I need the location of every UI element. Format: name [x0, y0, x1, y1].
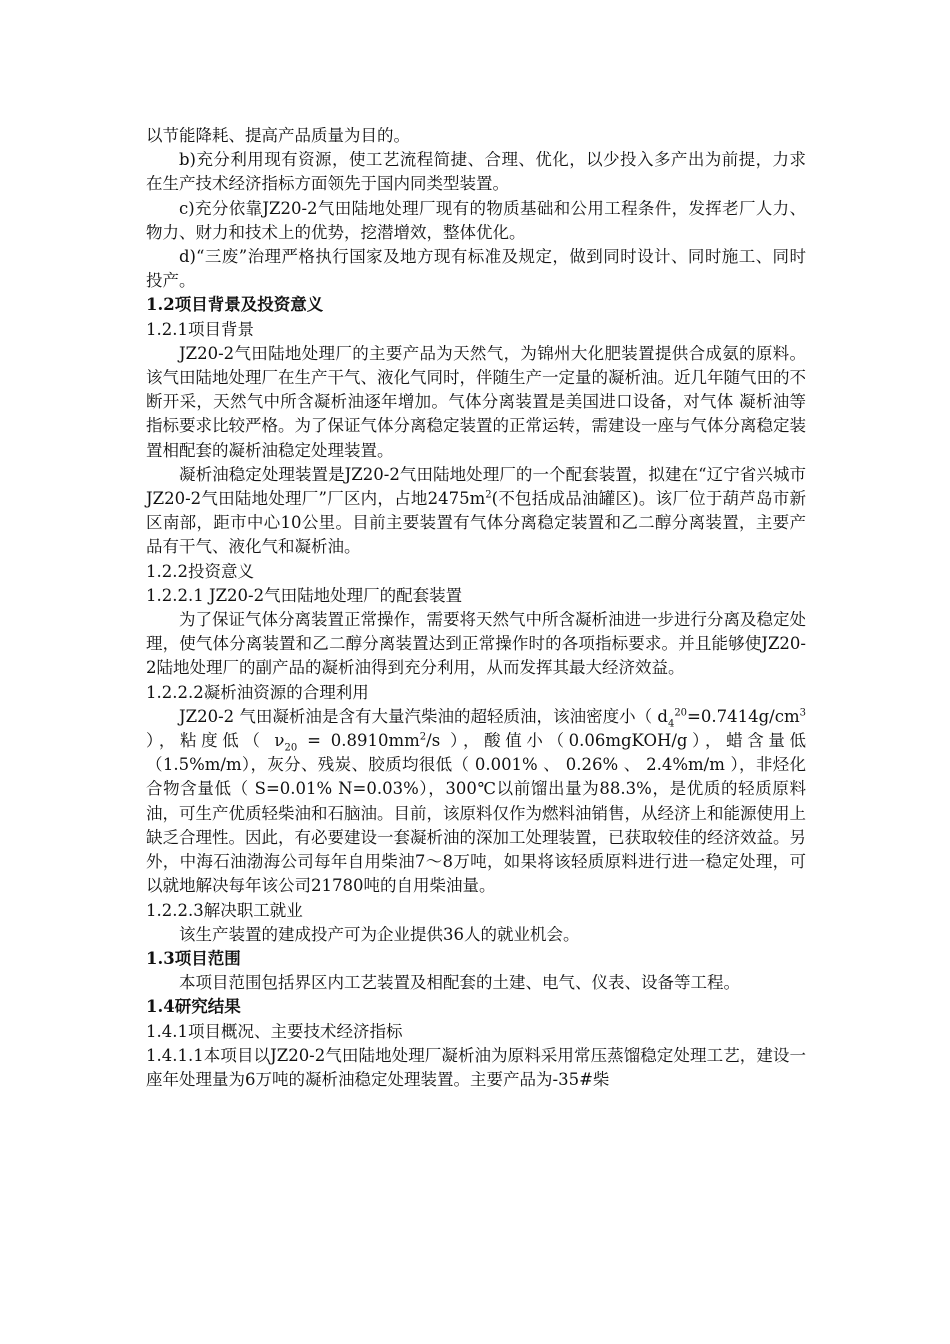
- paragraph-background: JZ20-2气田陆地处理厂的主要产品为天然气，为锦州大化肥装置提供合成氨的原料。该气田陆地处理厂在生产干气、液化气同时，伴随生产一定量的凝析油。近几年随气田的不断开采，天然气中所含凝析油逐年增加。气体分离装置是美国进口设备，对气体 凝析油等指标要求比较严格。为了保证气体分离稳定装置的正常运转，需建设一座与气体分离稳定装置相配套的凝析油稳定处理装置。: [146, 343, 806, 460]
- heading-1-2-2-2: 1.2.2.2凝析油资源的合理利用: [146, 682, 369, 702]
- density-sup: 20: [674, 707, 688, 719]
- paragraph-b: b)充分利用现有资源，使工艺流程简捷、合理、优化，以少投入多产出为前提，力求在生产技术经济指标方面领先于国内同类型装置。: [146, 150, 806, 194]
- area-unit-sup: 2: [485, 489, 492, 501]
- resource-text-c: ），粘度低（ ν: [146, 731, 285, 751]
- viscosity-sub: 20: [284, 742, 298, 754]
- paragraph-c: c)充分依靠JZ20-2气田陆地处理厂现有的物质基础和公用工程条件，发挥老厂人力、物力、财力和技术上的优势，挖潜增效，整体优化。: [146, 198, 806, 242]
- heading-1-3: 1.3项目范围: [146, 948, 241, 968]
- heading-1-4-1: 1.4.1项目概况、主要技术经济指标: [146, 1021, 403, 1041]
- heading-1-2-2-3: 1.2.2.3解决职工就业: [146, 900, 303, 920]
- paragraph-supporting: 为了保证气体分离装置正常操作，需要将天然气中所含凝析油进一步进行分离及稳定处理，使气体分离装置和乙二醇分离装置达到正常操作时的各项指标要求。并且能够使JZ20-2陆地处理厂的副产品的凝析油得到充分利用，从而发挥其最大经济效益。: [146, 610, 806, 678]
- resource-text-b: =0.7414g/cm: [687, 706, 800, 726]
- paragraph-overview: 1.4.1.1本项目以JZ20-2气田陆地处理厂凝析油为原料采用常压蒸馏稳定处理工艺，建设一座年处理量为6万吨的凝析油稳定处理装置。主要产品为-35#柴: [146, 1045, 806, 1089]
- paragraph-1: 以节能降耗、提高产品质量为目的。: [146, 126, 410, 145]
- volume-sup: 3: [799, 707, 806, 719]
- resource-text-a: JZ20-2 气田凝析油是含有大量汽柴油的超轻质油，该油密度小（ d: [179, 706, 668, 726]
- resource-text-e: /s ），酸值小（0.06mgKOH/g），蜡含量低（1.5%m/m），灰分、残炭、胶质均很低（ 0.001% 、 0.26% 、 2.4%m/m ），非烃化合物含量低（ S=0.01% N=0.03%），300℃以前馏出量为88.3%，是优质的轻质原料油，可生产优质轻柴油和石脑油。目前，该原料仅作为燃料油销售，从经济上和能源使用上缺乏合理性。因此，有必要建设一套凝析油的深加工处理装置，已获取较佳的经济效益。另外，中海石油渤海公司每年自用柴油7～8万吨，如果将该轻质原料进行进一稳定处理，可以就地解决每年该公司21780吨的自用柴油量。: [146, 731, 807, 896]
- heading-1-2-2-1: 1.2.2.1 JZ20-2气田陆地处理厂的配套装置: [146, 585, 463, 605]
- heading-1-2-1: 1.2.1项目背景: [146, 319, 254, 339]
- paragraph-d: d)“三废”治理严格执行国家及地方现有标准及规定，做到同时设计、同时施工、同时投产。: [146, 247, 806, 291]
- paragraph-scope: 本项目范围包括界区内工艺装置及相配套的土建、电气、仪表、设备等工程。: [179, 973, 740, 993]
- heading-1-4: 1.4研究结果: [146, 997, 241, 1017]
- paragraph-employment: 该生产装置的建成投产可为企业提供36人的就业机会。: [179, 924, 580, 944]
- density-sub: 4: [667, 718, 675, 730]
- paragraph-resource: [146, 705, 806, 899]
- site-text-b: (不包括成品油罐区)。该厂位于葫芦岛市新区南部，距市中心10公里。目前主要装置有气体分离稳定装置和乙二醇分离装置，主要产品有干气、液化气和凝析油。: [146, 489, 806, 557]
- mm-sup: 2: [419, 731, 427, 743]
- heading-1-2-2: 1.2.2投资意义: [146, 561, 254, 581]
- heading-1-2: 1.2项目背景及投资意义: [146, 295, 324, 315]
- document-page: [146, 124, 806, 1092]
- resource-text-d: = 0.8910mm: [297, 731, 420, 751]
- paragraph-site: [146, 463, 806, 560]
- site-text-a: 凝析油稳定处理装置是JZ20-2气田陆地处理厂的一个配套装置，拟建在“辽宁省兴城市JZ20-2气田陆地处理厂”厂区内，占地2475m: [146, 464, 806, 509]
